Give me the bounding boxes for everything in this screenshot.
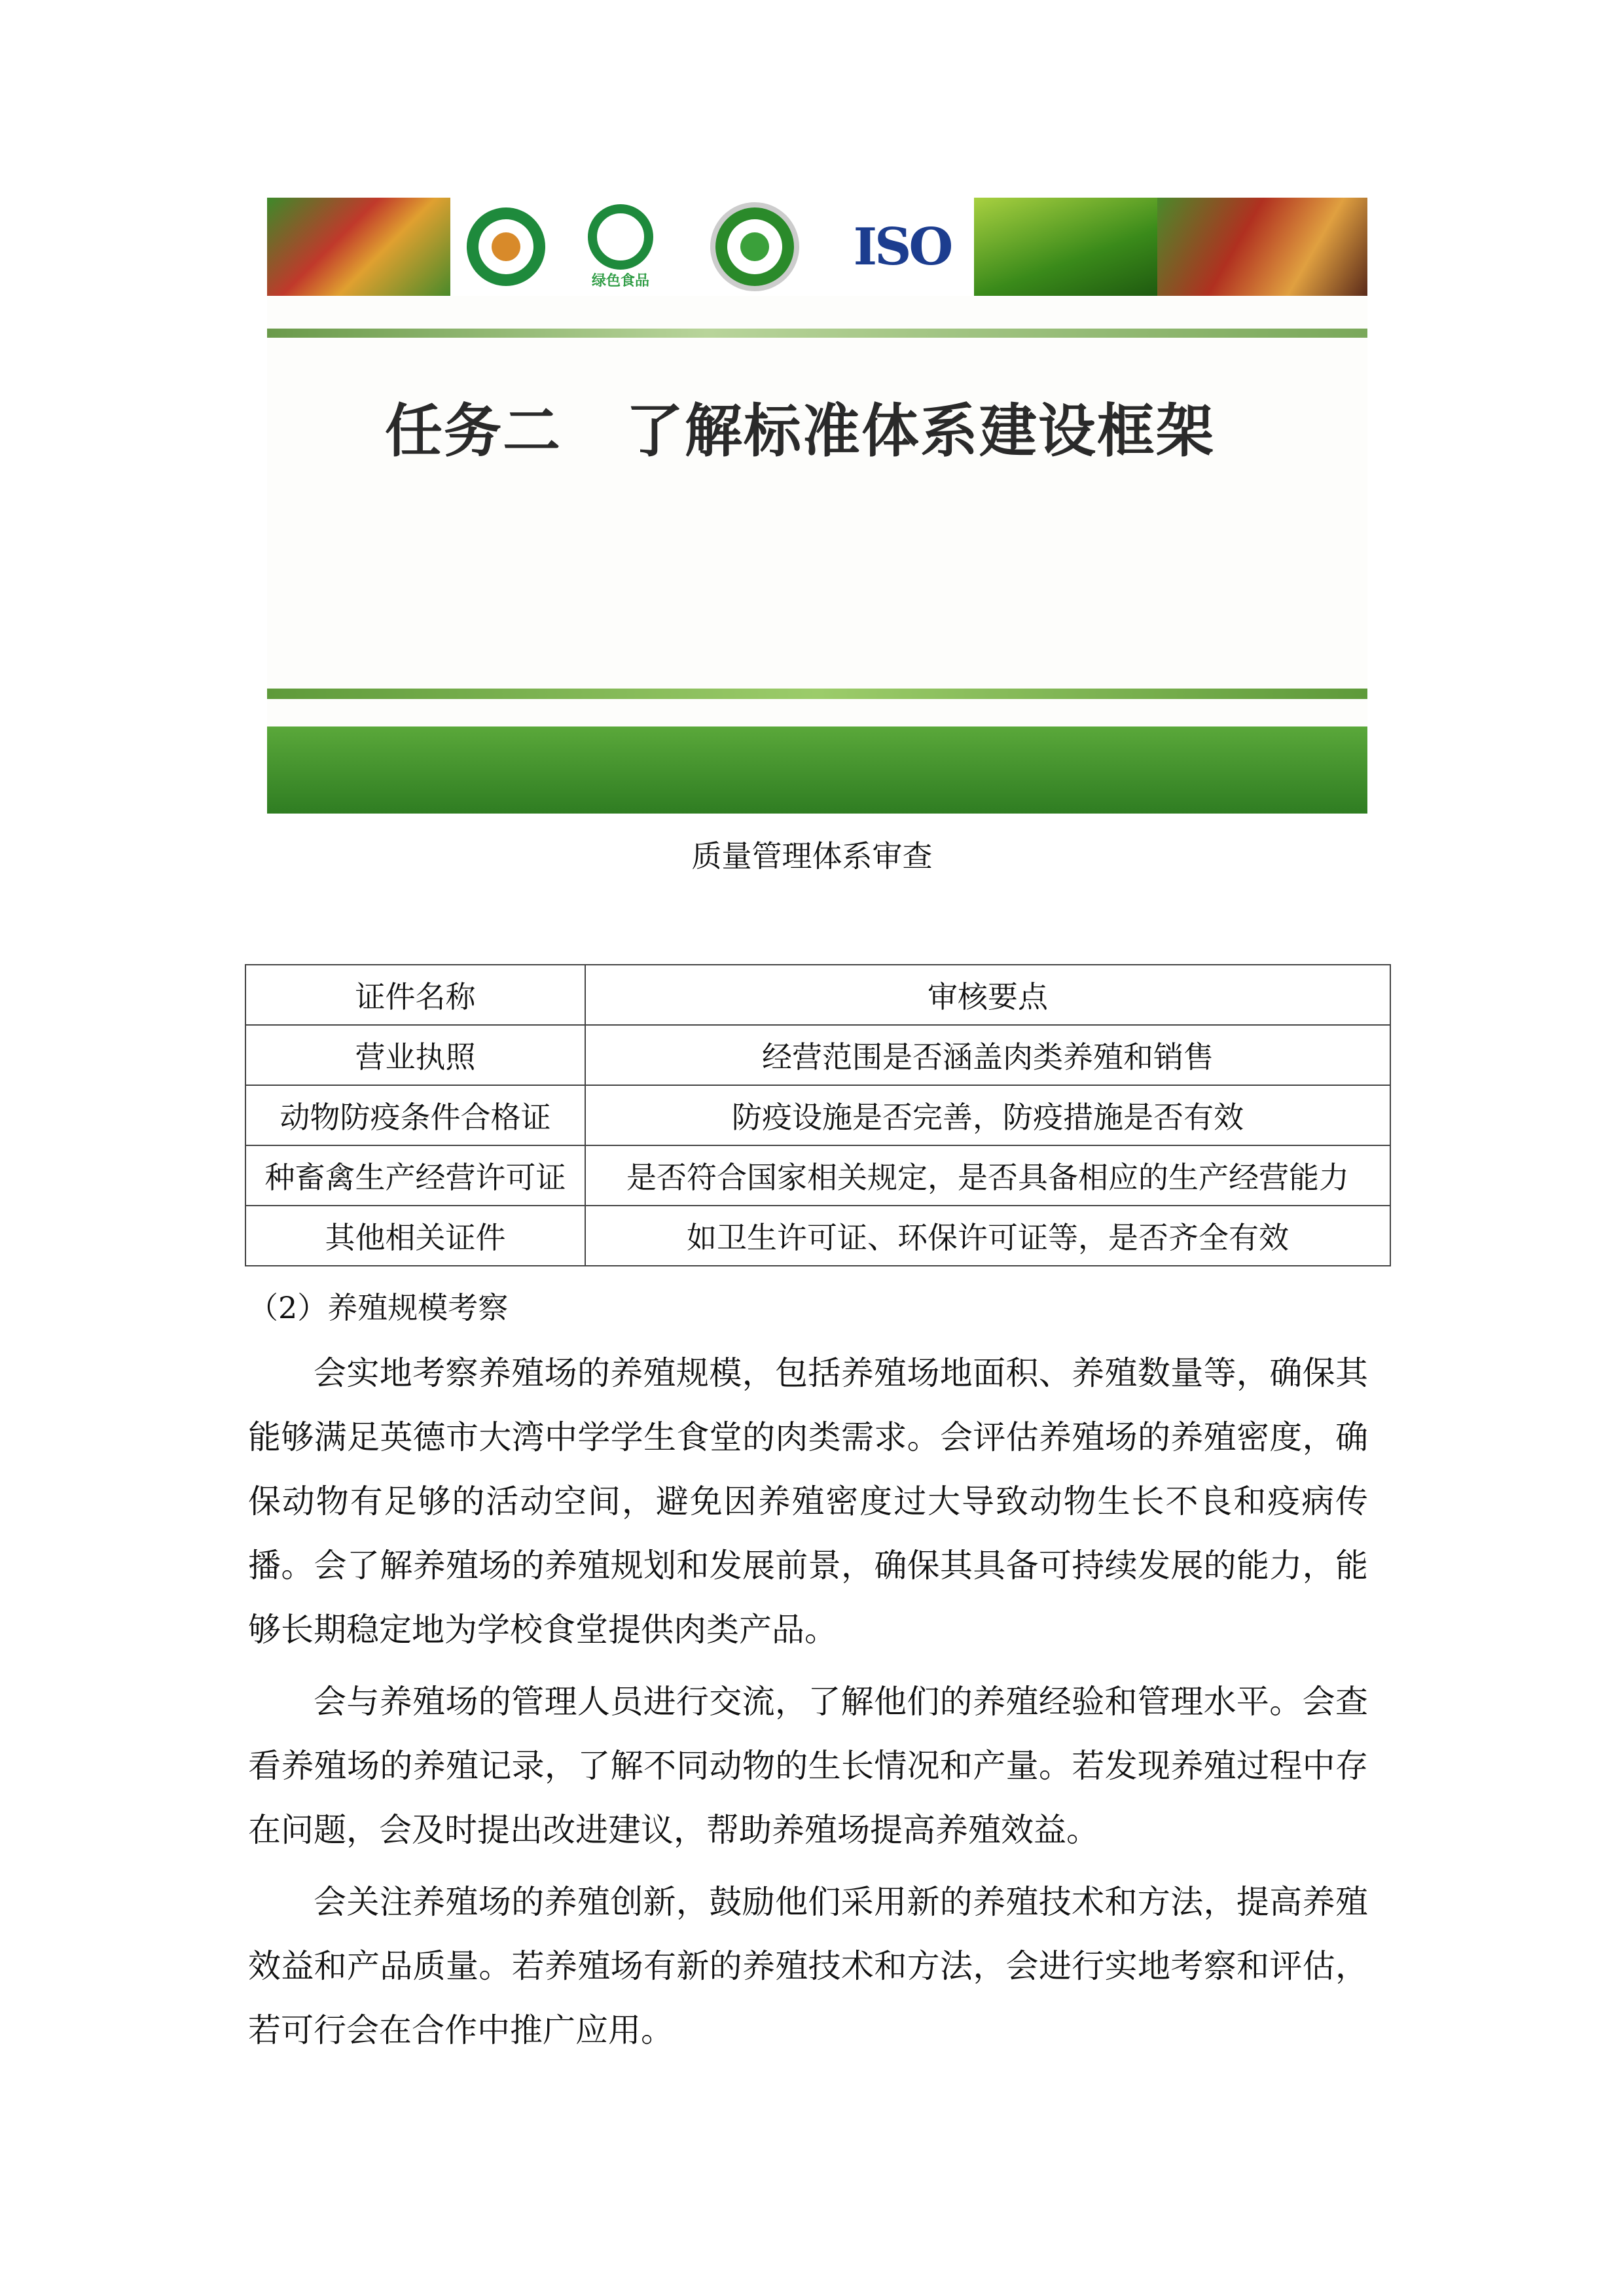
cell: 防疫设施是否完善，防疫措施是否有效 [585,1085,1390,1145]
figure-caption: 质量管理体系审查 [691,838,933,874]
certificate-review-table [245,964,1391,1266]
cell: 经营范围是否涵盖肉类养殖和销售 [585,1025,1390,1085]
iso-logo: ISO [830,198,974,296]
divider-line [267,689,1367,699]
cell: 如卫生许可证、环保许可证等，是否齐全有效 [585,1206,1390,1266]
banner-image [267,198,1367,814]
header-cell: 审核要点 [585,965,1390,1025]
body-text [248,1341,1368,2070]
certification-logo [450,198,562,296]
table-row [245,1206,1390,1266]
logo-strip [267,198,1367,296]
geographic-indication-logo [679,198,830,296]
table-row [245,1145,1390,1206]
table-header-row [245,965,1390,1025]
table-row [245,1025,1390,1085]
banner-title: 任务二 了解标准体系建设框架 [385,397,1215,465]
cell: 其他相关证件 [245,1206,585,1266]
paragraph: 会关注养殖场的养殖创新，鼓励他们采用新的养殖技术和方法，提高养殖效益和产品质量。若养殖场有新的养殖技术和方法，会进行实地考察和评估，若可行会在合作中推广应用。 [248,1883,1368,2049]
paragraph: 会实地考察养殖场的养殖规模，包括养殖场地面积、养殖数量等，确保其能够满足英德市大湾中学学生食堂的肉类需求。会评估养殖场的养殖密度，确保动物有足够的活动空间，避免因养殖密度过大导致动物生长不良和疫病传播。会了解养殖场的养殖规划和发展前景，确保其具备可持续发展的能力，能够长期稳定地为学校食堂提供肉类产品。 [248,1354,1368,1649]
header-cell: 证件名称 [245,965,585,1025]
vegetables-photo [267,198,450,296]
table-row [245,1085,1390,1145]
green-food-logo: 绿色食品 [562,198,679,296]
cell: 营业执照 [245,1025,585,1085]
paragraph: 会与养殖场的管理人员进行交流，了解他们的养殖经验和管理水平。会查看养殖场的养殖记录，了解不同动物的生长情况和产量。若发现养殖过程中存在问题，会及时提出改进建议，帮助养殖场提高养殖效益。 [248,1683,1368,1849]
section-heading: （2）养殖规模考察 [248,1290,509,1325]
plants-photo [974,198,1157,296]
green-footer-bar [267,726,1367,814]
fruits-photo [1157,198,1367,296]
cell: 种畜禽生产经营许可证 [245,1145,585,1206]
cell: 是否符合国家相关规定，是否具备相应的生产经营能力 [585,1145,1390,1206]
cell: 动物防疫条件合格证 [245,1085,585,1145]
